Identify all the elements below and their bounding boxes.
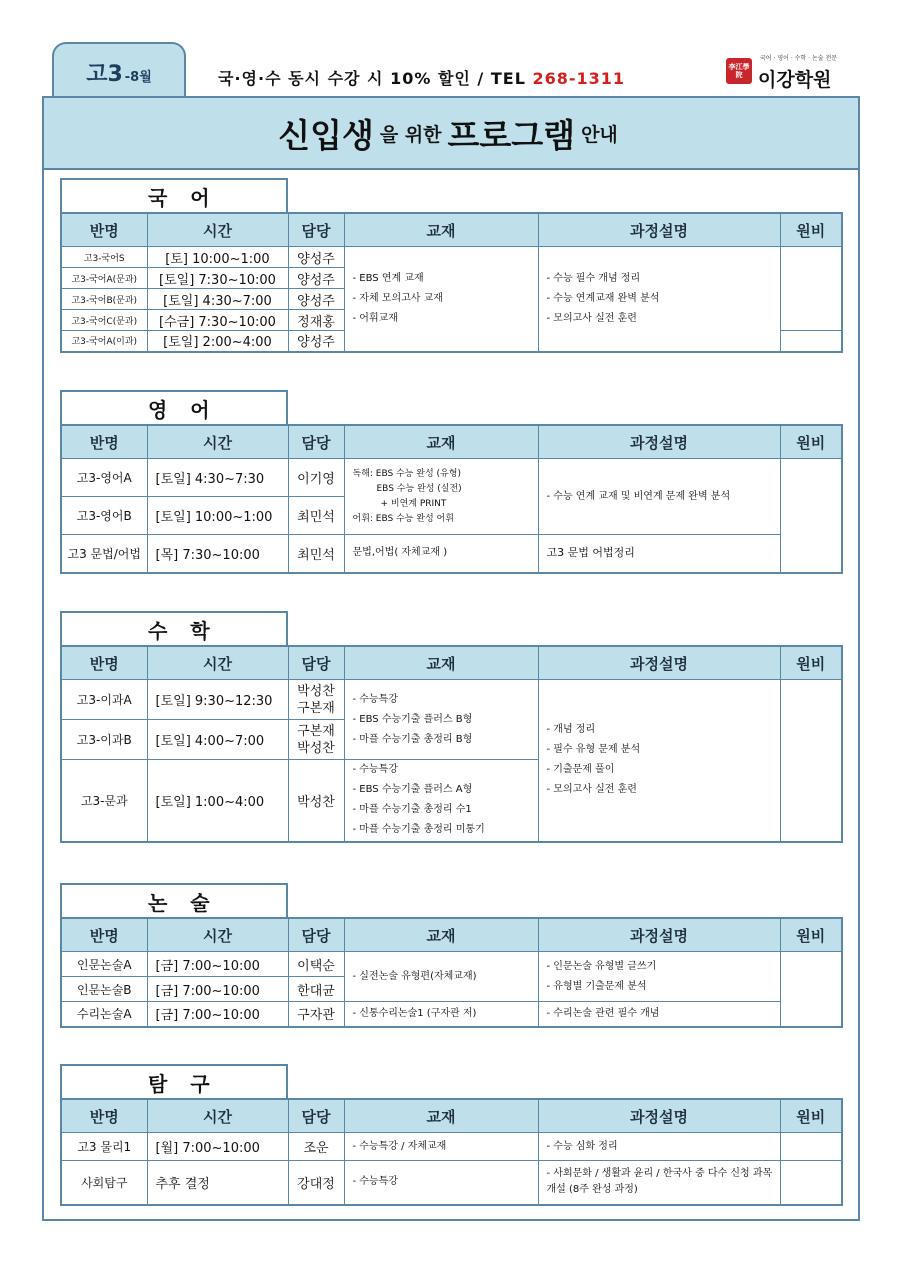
section-title: 탐 구 bbox=[60, 1064, 288, 1098]
table-row bbox=[61, 1133, 842, 1161]
teacher: 정재홍 bbox=[288, 310, 344, 331]
col-desc: 과정설명 bbox=[538, 646, 780, 680]
teacher: 이기영 bbox=[288, 459, 344, 497]
col-class: 반명 bbox=[61, 646, 147, 680]
col-time: 시간 bbox=[147, 646, 288, 680]
course-desc: - 사회문화 / 생활과 윤리 / 한국사 중 다수 신청 과목 개설 (8주 완성 과정) bbox=[538, 1161, 780, 1205]
class-time: [토일] 1:00~4:00 bbox=[147, 760, 288, 842]
book-list bbox=[344, 247, 538, 352]
col-book: 교재 bbox=[344, 918, 538, 952]
fee-cell bbox=[780, 459, 842, 573]
book-list bbox=[344, 680, 538, 760]
section-title: 논 술 bbox=[60, 883, 288, 917]
section-title: 영 어 bbox=[60, 390, 288, 424]
math-section bbox=[60, 611, 843, 843]
teacher: 이택순 bbox=[288, 952, 344, 977]
title-part1: 신입생 bbox=[278, 115, 374, 155]
table-row bbox=[61, 952, 842, 977]
logo-name: 이강학원 bbox=[758, 69, 832, 91]
list-item: - 수능 필수 개념 정리 bbox=[546, 272, 641, 284]
list-item: - 기출문제 풀이 bbox=[546, 764, 615, 776]
teacher: 한대균 bbox=[288, 977, 344, 1002]
list-item: + 비연계 PRINT bbox=[380, 498, 447, 509]
col-fee: 원비 bbox=[780, 213, 842, 247]
grade-tab bbox=[52, 42, 186, 100]
class-time: [토일] 7:30~10:00 bbox=[147, 268, 288, 289]
inquiry-table bbox=[60, 1098, 843, 1206]
class-time: [토일] 2:00~4:00 bbox=[147, 331, 288, 352]
teacher-name: 박성찬 bbox=[297, 683, 335, 699]
table-row bbox=[61, 459, 842, 497]
fee-cell bbox=[780, 1161, 842, 1205]
class-time: 추후 결정 bbox=[147, 1161, 288, 1205]
grade-label: 고3 bbox=[86, 61, 123, 87]
class-time: [금] 7:00~10:00 bbox=[147, 1002, 288, 1027]
class-time: [토일] 4:30~7:30 bbox=[147, 459, 288, 497]
col-book: 교재 bbox=[344, 213, 538, 247]
col-time: 시간 bbox=[147, 918, 288, 952]
list-item: - 모의고사 실전 훈련 bbox=[546, 312, 637, 324]
teacher: 박성찬 bbox=[288, 760, 344, 842]
col-fee: 원비 bbox=[780, 425, 842, 459]
class-time: [월] 7:00~10:00 bbox=[147, 1133, 288, 1161]
korean-table bbox=[60, 212, 843, 353]
section-title: 국 어 bbox=[60, 178, 288, 212]
class-name: 고3 물리1 bbox=[61, 1133, 147, 1161]
col-desc: 과정설명 bbox=[538, 425, 780, 459]
class-name: 고3-영어A bbox=[61, 459, 147, 497]
teacher bbox=[288, 720, 344, 760]
table-row bbox=[61, 535, 842, 573]
table-row bbox=[61, 247, 842, 268]
list-item: 독해: EBS 수능 완성 (유형) bbox=[352, 468, 461, 479]
teacher-name: 박성찬 bbox=[297, 740, 335, 756]
fee-cell bbox=[780, 1133, 842, 1161]
teacher-name: 구본재 bbox=[297, 723, 335, 739]
class-name: 고3-국어C(문과) bbox=[61, 310, 147, 331]
teacher: 양성주 bbox=[288, 289, 344, 310]
list-item: - 유형별 기출문제 분석 bbox=[546, 980, 647, 992]
book-text: 문법,어법( 자체교재 ) bbox=[344, 535, 538, 573]
title-part4: 안내 bbox=[581, 123, 618, 146]
col-teacher: 담당 bbox=[288, 646, 344, 680]
korean-section bbox=[60, 178, 843, 353]
list-item: - 마플 수능기출 총정리 수1 bbox=[352, 804, 472, 816]
teacher: 양성주 bbox=[288, 247, 344, 268]
academy-logo bbox=[722, 50, 852, 90]
col-fee: 원비 bbox=[780, 646, 842, 680]
col-teacher: 담당 bbox=[288, 918, 344, 952]
book-text: - 실전논술 유형편(자체교재) bbox=[344, 952, 538, 1002]
logo-seal: 李江學院 bbox=[726, 58, 752, 84]
desc-list bbox=[538, 247, 780, 352]
class-time: [토일] 10:00~1:00 bbox=[147, 497, 288, 535]
teacher bbox=[288, 680, 344, 720]
col-class: 반명 bbox=[61, 425, 147, 459]
english-section bbox=[60, 390, 843, 574]
list-item: - EBS 연계 교재 bbox=[352, 272, 424, 284]
class-name: 고3-국어A(이과) bbox=[61, 331, 147, 352]
col-desc: 과정설명 bbox=[538, 918, 780, 952]
col-desc: 과정설명 bbox=[538, 213, 780, 247]
fee-cell bbox=[780, 247, 842, 331]
list-item: - 모의고사 실전 훈련 bbox=[546, 784, 637, 796]
class-name: 사회탐구 bbox=[61, 1161, 147, 1205]
list-item: - 마플 수능기출 총정리 미통기 bbox=[352, 824, 485, 836]
col-class: 반명 bbox=[61, 213, 147, 247]
col-time: 시간 bbox=[147, 1099, 288, 1133]
discount-info bbox=[218, 66, 625, 89]
class-time: [목] 7:30~10:00 bbox=[147, 535, 288, 573]
col-class: 반명 bbox=[61, 918, 147, 952]
class-time: [금] 7:00~10:00 bbox=[147, 977, 288, 1002]
fee-cell bbox=[780, 952, 842, 1027]
list-item: - 필수 유형 문제 분석 bbox=[546, 744, 641, 756]
teacher-name: 구본재 bbox=[297, 700, 335, 716]
logo-tagline: 국어 · 영어 · 수학 · 논술 전문 bbox=[760, 55, 838, 62]
class-time: [토일] 4:30~7:00 bbox=[147, 289, 288, 310]
table-row bbox=[61, 1161, 842, 1205]
month-label: -8월 bbox=[124, 69, 152, 85]
list-item: - EBS 수능기출 플러스 B형 bbox=[352, 713, 473, 725]
list-item: - 자체 모의고사 교재 bbox=[352, 292, 443, 304]
title-part2: 을 위한 bbox=[379, 123, 442, 146]
class-name: 고3-이과A bbox=[61, 680, 147, 720]
col-fee: 원비 bbox=[780, 1099, 842, 1133]
table-row bbox=[61, 680, 842, 720]
fee-cell bbox=[780, 331, 842, 352]
desc-list bbox=[538, 952, 780, 1002]
class-name: 고3-국어S bbox=[61, 247, 147, 268]
col-teacher: 담당 bbox=[288, 425, 344, 459]
book-text: - 신통수리논술1 (구자관 저) bbox=[344, 1002, 538, 1027]
desc-list bbox=[538, 680, 780, 842]
list-item: - EBS 수능기출 플러스 A형 bbox=[352, 784, 473, 796]
math-table bbox=[60, 645, 843, 843]
teacher: 양성주 bbox=[288, 268, 344, 289]
col-book: 교재 bbox=[344, 646, 538, 680]
list-item: - 수능특강 bbox=[352, 764, 398, 776]
list-item: - 수능특강 bbox=[352, 693, 398, 705]
book-list bbox=[344, 459, 538, 535]
list-item: - 인문논술 유형별 글쓰기 bbox=[546, 960, 657, 972]
class-name: 고3 문법/어법 bbox=[61, 535, 147, 573]
fee-cell bbox=[780, 680, 842, 842]
teacher: 양성주 bbox=[288, 331, 344, 352]
teacher: 최민석 bbox=[288, 497, 344, 535]
class-name: 고3-문과 bbox=[61, 760, 147, 842]
col-class: 반명 bbox=[61, 1099, 147, 1133]
list-item: - 어휘교재 bbox=[352, 312, 398, 324]
discount-text: 국·영·수 동시 수강 시 10% 할인 / TEL bbox=[218, 69, 533, 88]
class-time: [토일] 4:00~7:00 bbox=[147, 720, 288, 760]
phone-number: 268-1311 bbox=[532, 69, 626, 88]
teacher: 강대정 bbox=[288, 1161, 344, 1205]
class-name: 고3-이과B bbox=[61, 720, 147, 760]
book-text: - 수능특강 / 자체교재 bbox=[344, 1133, 538, 1161]
col-desc: 과정설명 bbox=[538, 1099, 780, 1133]
page-title bbox=[44, 98, 858, 170]
col-teacher: 담당 bbox=[288, 213, 344, 247]
class-name: 고3-국어B(문과) bbox=[61, 289, 147, 310]
english-table bbox=[60, 424, 843, 574]
col-fee: 원비 bbox=[780, 918, 842, 952]
list-item: - 수능 연계교재 완벽 분석 bbox=[546, 292, 660, 304]
section-title: 수 학 bbox=[60, 611, 288, 645]
col-book: 교재 bbox=[344, 425, 538, 459]
course-desc: - 수능 심화 정리 bbox=[538, 1133, 780, 1161]
teacher: 최민석 bbox=[288, 535, 344, 573]
book-list bbox=[344, 760, 538, 842]
course-desc: 고3 문법 어법정리 bbox=[538, 535, 780, 573]
teacher: 조운 bbox=[288, 1133, 344, 1161]
title-part3: 프로그램 bbox=[447, 115, 576, 155]
essay-table bbox=[60, 917, 843, 1028]
col-book: 교재 bbox=[344, 1099, 538, 1133]
table-row bbox=[61, 1002, 842, 1027]
inquiry-section bbox=[60, 1064, 843, 1206]
list-item: - 마플 수능기출 총정리 B형 bbox=[352, 733, 473, 745]
teacher: 구자관 bbox=[288, 1002, 344, 1027]
col-teacher: 담당 bbox=[288, 1099, 344, 1133]
col-time: 시간 bbox=[147, 425, 288, 459]
list-item: EBS 수능 완성 (실전) bbox=[376, 483, 462, 494]
class-time: [토] 10:00~1:00 bbox=[147, 247, 288, 268]
class-name: 수리논술A bbox=[61, 1002, 147, 1027]
list-item: - 개념 정리 bbox=[546, 724, 596, 736]
class-name: 인문논술A bbox=[61, 952, 147, 977]
book-text: - 수능특강 bbox=[344, 1161, 538, 1205]
list-item: 어휘: EBS 수능 완성 어휘 bbox=[352, 513, 454, 524]
class-name: 고3-영어B bbox=[61, 497, 147, 535]
class-time: [토일] 9:30~12:30 bbox=[147, 680, 288, 720]
essay-section bbox=[60, 883, 843, 1028]
class-time: [수금] 7:30~10:00 bbox=[147, 310, 288, 331]
course-desc: - 수능 연계 교재 및 비연계 문제 완벽 분석 bbox=[538, 459, 780, 535]
class-time: [금] 7:00~10:00 bbox=[147, 952, 288, 977]
course-desc: - 수리논술 관련 필수 개념 bbox=[538, 1002, 780, 1027]
class-name: 인문논술B bbox=[61, 977, 147, 1002]
col-time: 시간 bbox=[147, 213, 288, 247]
class-name: 고3-국어A(문과) bbox=[61, 268, 147, 289]
